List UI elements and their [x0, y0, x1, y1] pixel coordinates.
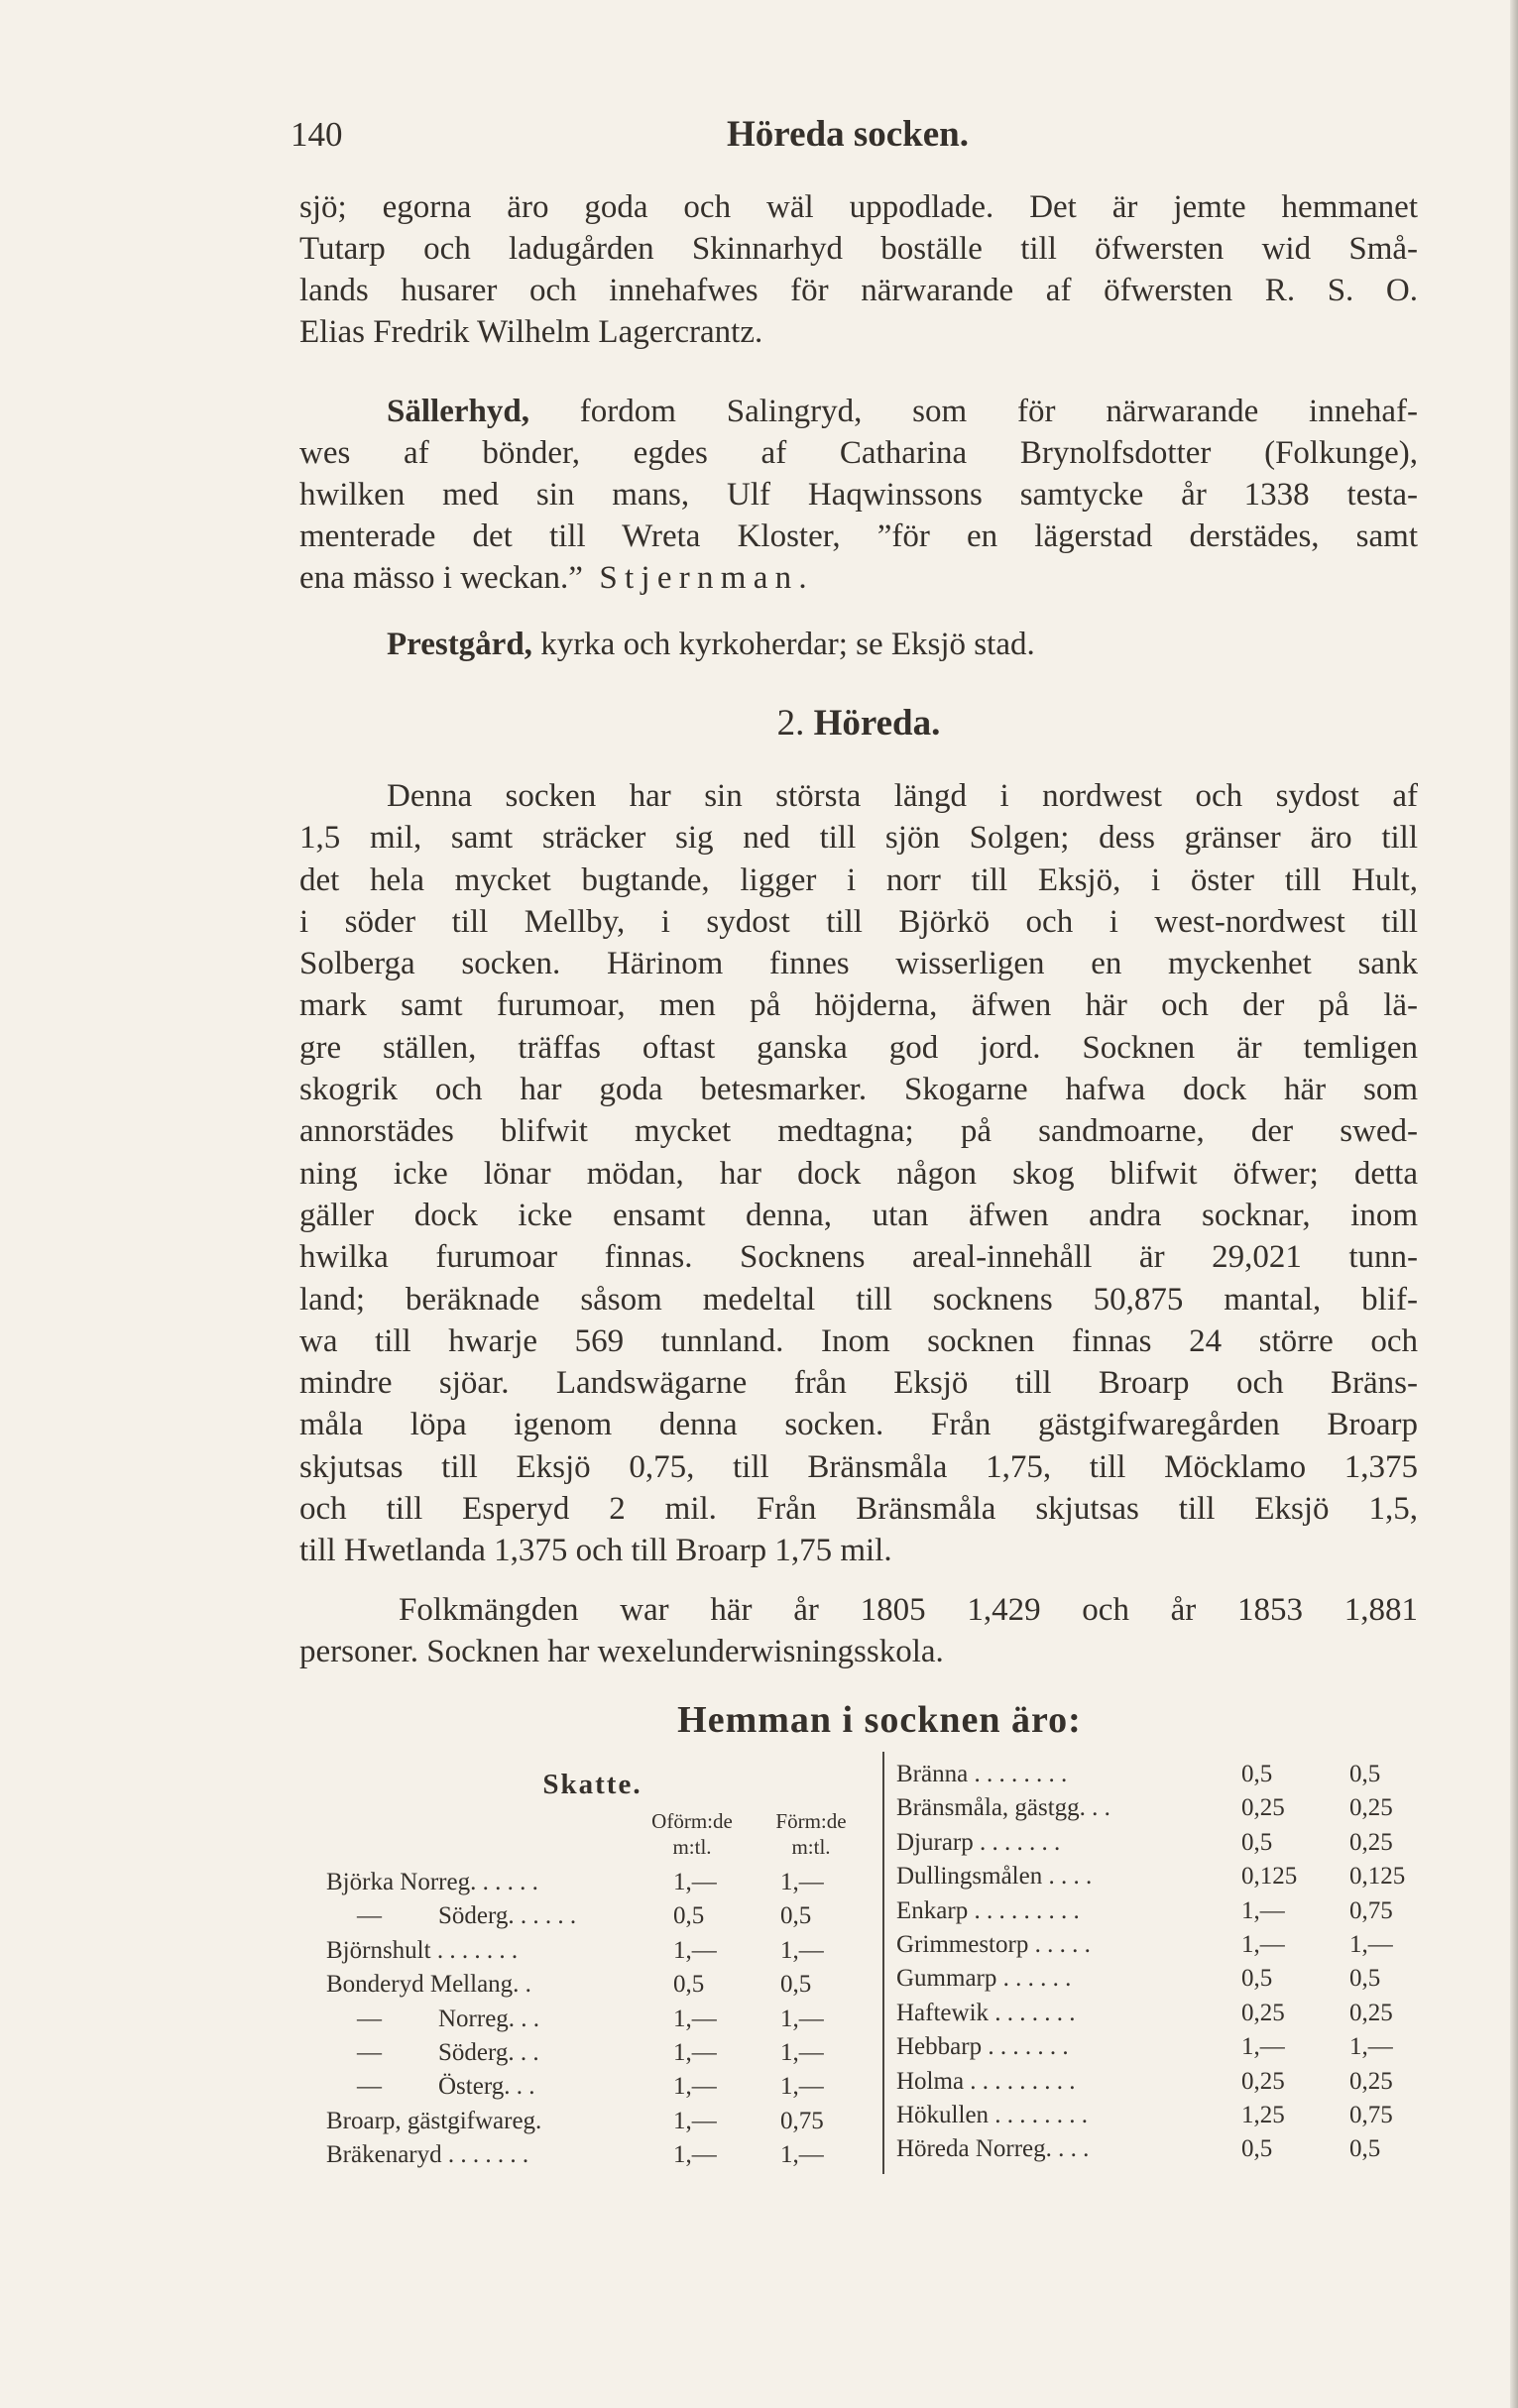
- oformedlade-value: 0,5: [1241, 2135, 1273, 2163]
- text-line: Denna socken har sin största längd i nordwest och sydost af: [387, 778, 1418, 814]
- oformedlade-value: 1,25: [1241, 2101, 1285, 2128]
- text-line: mark samt furumoar, men på höjderna, äfwen här och der på lä-: [299, 987, 1418, 1024]
- oformedlade-value: 1,—: [673, 2141, 717, 2169]
- place-name: Bränsmåla, gästgg. . .: [896, 1794, 1110, 1822]
- table-row: [896, 1997, 1437, 2030]
- text-line: personer. Socknen har wexelunderwisningsskola.: [299, 1634, 944, 1669]
- table-row: [896, 1860, 1437, 1893]
- formedlade-value: 0,125: [1349, 1863, 1406, 1891]
- place-name: Haftewik . . . . . . .: [896, 1999, 1076, 2026]
- section-heading: [299, 702, 1418, 745]
- paragraph-prestgard: [299, 624, 1418, 665]
- oformedlade-value: 0,125: [1241, 1863, 1298, 1891]
- formedlade-value: 0,25: [1349, 2067, 1393, 2095]
- text-line: till Hwetlanda 1,375 och till Broarp 1,75 mil.: [299, 1533, 892, 1569]
- formedlade-value: 1,—: [780, 2073, 824, 2101]
- table-row: [326, 2138, 867, 2172]
- text-line: land; beräknade såsom medeltal till socknens 50,875 mantal, blif-: [299, 1281, 1418, 1318]
- text-line: [299, 557, 1418, 599]
- formedlade-value: 0,25: [1349, 1794, 1393, 1822]
- oformedlade-value: 0,25: [1241, 1794, 1285, 1822]
- text-line: hwilken med sin mans, Ulf Haqwinssons samtycke år 1338 testa-: [299, 477, 1418, 513]
- place-name: Söderg. . . . . .: [438, 1902, 577, 1930]
- oformedlade-value: 0,5: [1241, 1828, 1273, 1856]
- table-row: [326, 2036, 867, 2070]
- running-head: Höreda socken.: [727, 114, 969, 155]
- oformedlade-value: 0,5: [1241, 1965, 1273, 1993]
- table-row: [326, 1968, 867, 2002]
- text-line: wa till hwarje 569 tunnland. Inom socknen finnas 24 större och: [299, 1322, 1418, 1359]
- paragraph-description: [299, 775, 1418, 1572]
- page-number: 140: [291, 115, 343, 154]
- place-name: Norreg. . .: [438, 2005, 540, 2032]
- text-line: sjö; egorna äro goda och wäl uppodlade. Det är jemte hemmanet: [299, 189, 1418, 225]
- place-name: Grimmestorp . . . . .: [896, 1930, 1091, 1958]
- place-name: Broarp, gästgifwareg.: [326, 2107, 542, 2134]
- place-name: Bonderyd Mellang. .: [326, 1971, 531, 1999]
- formedlade-value: 1,—: [780, 2038, 824, 2066]
- oformedlade-value: 0,25: [1241, 2067, 1285, 2095]
- text-line: det hela mycket bugtande, ligger i norr till Eksjö, i öster till Hult,: [299, 861, 1418, 898]
- formedlade-value: 0,5: [780, 1971, 812, 1999]
- table-row: [896, 1758, 1437, 1791]
- oformedlade-value: 0,5: [1241, 1761, 1273, 1787]
- place-name: Holma . . . . . . . . .: [896, 2067, 1076, 2095]
- formedlade-value: 0,5: [780, 1902, 812, 1930]
- paragraph-sallerhyd: [299, 391, 1418, 599]
- place-name: Djurarp . . . . . . .: [896, 1828, 1061, 1856]
- ditto-mark: —: [357, 2038, 382, 2066]
- source-attribution: Stjernman.: [599, 560, 814, 596]
- formedlade-value: 0,5: [1349, 2135, 1381, 2163]
- ditto-mark: —: [357, 1902, 382, 1930]
- table-row: [896, 1826, 1437, 1860]
- oformedlade-value: 1,—: [673, 2038, 717, 2066]
- text-line: ning icke lönar mödan, har dock någon skog blifwit öfwer; detta: [299, 1155, 1418, 1192]
- place-name: Gummarp . . . . . .: [896, 1965, 1072, 1993]
- place-name: Björka Norreg. . . . . .: [326, 1869, 538, 1895]
- text-line: annorstädes blifwit mycket medtagna; på sandmoarne, der swed-: [299, 1113, 1418, 1150]
- text-line: måla löpa igenom denna socken. Från gästgifwaregården Broarp: [299, 1407, 1418, 1443]
- formedlade-value: 1,—: [780, 2141, 824, 2169]
- place-name: Björnshult . . . . . . .: [326, 1936, 519, 1964]
- text-run: ena mässo i weckan.”: [299, 560, 583, 596]
- table-row: [896, 1894, 1437, 1928]
- place-name: Söderg. . .: [438, 2038, 539, 2066]
- text-run: fordom Salingryd, som för närwarande innehaf-: [528, 394, 1418, 429]
- table-row: [326, 2105, 867, 2138]
- place-name: Bränna . . . . . . . .: [896, 1761, 1068, 1787]
- paper-edge: [1510, 0, 1518, 2408]
- text-line: gre ställen, träffas oftast ganska god jord. Socknen är temligen: [299, 1029, 1418, 1066]
- oformedlade-value: 1,—: [1241, 1896, 1285, 1924]
- text-line: lands husarer och innehafwes för närwarande af öfwersten R. S. O.: [299, 273, 1418, 308]
- oformedlade-value: 0,5: [673, 1971, 705, 1999]
- paragraph-population: [299, 1589, 1418, 1672]
- column-header-oformedlade: [633, 1808, 752, 1860]
- oformedlade-value: 1,—: [673, 2107, 717, 2134]
- text-line: hwilka furumoar finnas. Socknens areal-innehåll är 29,021 tunn-: [299, 1239, 1418, 1276]
- table-row: [326, 1934, 867, 1968]
- text-line: menterade det till Wreta Kloster, ”för en lägerstad derstädes, samt: [299, 518, 1418, 554]
- place-name: Enkarp . . . . . . . . .: [896, 1896, 1080, 1924]
- table-row: [896, 2065, 1437, 2099]
- table-row: [326, 2003, 867, 2036]
- section-title: Höreda.: [813, 703, 941, 744]
- oformedlade-value: 1,—: [1241, 1930, 1285, 1958]
- text-line: Folkmängden war här år 1805 1,429 och år 1853 1,881: [399, 1592, 1418, 1628]
- formedlade-value: 1,—: [780, 2005, 824, 2032]
- oformedlade-value: 1,—: [673, 2005, 717, 2032]
- formedlade-value: 0,25: [1349, 1828, 1393, 1856]
- paragraph-continued: [299, 186, 1418, 353]
- table-row: [896, 1962, 1437, 1996]
- text-line: 1,5 mil, samt sträcker sig ned till sjön Solgen; dess gränser äro till: [299, 820, 1418, 857]
- table-title: Skatte.: [542, 1769, 642, 1800]
- oformedlade-value: 1,—: [673, 2073, 717, 2101]
- ditto-mark: —: [357, 2005, 382, 2032]
- text-line: Solberga socken. Härinom finnes wisserligen en myckenhet sank: [299, 946, 1418, 982]
- formedlade-value: 1,—: [1349, 2033, 1393, 2061]
- formedlade-value: 1,—: [780, 1869, 824, 1895]
- formedlade-value: 0,5: [1349, 1965, 1381, 1993]
- table-row: [896, 1928, 1437, 1962]
- text-line: skogrik och har goda betesmarker. Skogarne hafwa dock här som: [299, 1072, 1418, 1108]
- text-line: [299, 391, 1418, 432]
- column-header-formedlade: [752, 1808, 871, 1860]
- place-name: Hökullen . . . . . . . .: [896, 2101, 1089, 2128]
- text-line: gäller dock icke ensamt denna, utan äfwen andra socknar, inom: [299, 1197, 1418, 1233]
- table-row: [326, 1866, 867, 1899]
- column-header-line: m:tl.: [791, 1835, 831, 1859]
- column-header-line: m:tl.: [672, 1835, 712, 1859]
- hemman-table-left: [326, 1866, 867, 2173]
- place-name: Dullingsmålen . . . .: [896, 1863, 1093, 1891]
- place-name: Bräkenaryd . . . . . . .: [326, 2141, 529, 2169]
- text-line: Elias Fredrik Wilhelm Lagercrantz.: [299, 314, 763, 350]
- text-line: Tutarp och ladugården Skinnarhyd boställe till öfwersten wid Små-: [299, 231, 1418, 267]
- column-header-line: Förm:de: [775, 1809, 847, 1833]
- oformedlade-value: 1,—: [673, 1936, 717, 1964]
- formedlade-value: 0,25: [1349, 1999, 1393, 2026]
- place-name: Höreda Norreg. . . .: [896, 2135, 1090, 2163]
- formedlade-value: 0,75: [1349, 2101, 1393, 2128]
- text-line: mindre sjöar. Landswägarne från Eksjö till Broarp och Bräns-: [299, 1365, 1418, 1402]
- oformedlade-value: 1,—: [673, 1869, 717, 1895]
- place-name: Österg. . .: [438, 2073, 535, 2101]
- text-line: och till Esperyd 2 mil. Från Bränsmåla skjutsas till Eksjö 1,5,: [299, 1491, 1418, 1528]
- text-line: skjutsas till Eksjö 0,75, till Bränsmåla 1,75, till Möcklamo 1,375: [299, 1448, 1418, 1485]
- formedlade-value: 1,—: [1349, 1930, 1393, 1958]
- text-line: wes af bönder, egdes af Catharina Brynolfsdotter (Folkunge),: [299, 435, 1418, 471]
- formedlade-value: 1,—: [780, 1936, 824, 1964]
- oformedlade-value: 0,25: [1241, 1999, 1285, 2026]
- text-line: [299, 624, 1418, 665]
- table-row: [896, 2099, 1437, 2132]
- oformedlade-value: 0,5: [673, 1902, 705, 1930]
- text-line: i söder till Mellby, i sydost till Björkö och i west-nordwest till: [299, 903, 1418, 940]
- table-row: [896, 2030, 1437, 2064]
- entry-lead: Sällerhyd,: [387, 394, 529, 429]
- section-number: 2.: [776, 703, 805, 744]
- column-header-line: Oförm:de: [651, 1809, 733, 1833]
- table-row: [326, 2070, 867, 2104]
- table-heading: Hemman i socknen äro:: [677, 1699, 1082, 1741]
- table-row: [896, 2132, 1437, 2166]
- formedlade-value: 0,75: [1349, 1896, 1393, 1924]
- column-divider: [882, 1752, 884, 2174]
- formedlade-value: 0,75: [780, 2107, 824, 2134]
- table-row: [896, 1791, 1437, 1825]
- hemman-table-right: [896, 1758, 1437, 2167]
- oformedlade-value: 1,—: [1241, 2033, 1285, 2061]
- text-run: kyrka och kyrkoherdar; se Eksjö stad.: [531, 627, 1035, 662]
- formedlade-value: 0,5: [1349, 1761, 1381, 1787]
- entry-lead: Prestgård,: [387, 627, 532, 662]
- table-row: [326, 1899, 867, 1933]
- place-name: Hebbarp . . . . . . .: [896, 2033, 1069, 2061]
- ditto-mark: —: [357, 2073, 382, 2101]
